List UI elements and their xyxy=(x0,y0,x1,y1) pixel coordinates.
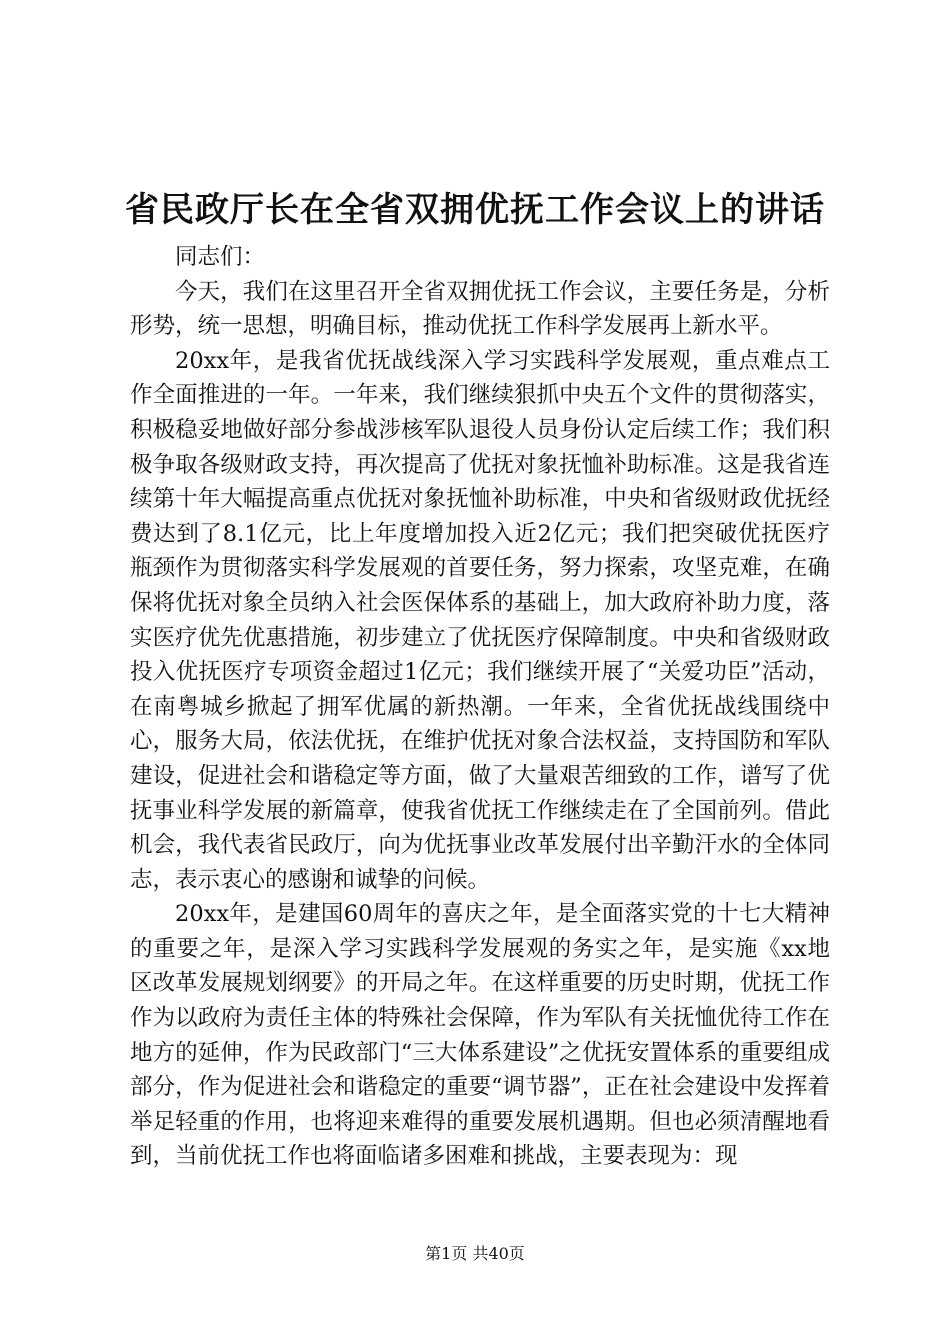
document-body xyxy=(130,240,830,1174)
paragraph-1: 今天，我们在这里召开全省双拥优抚工作会议，主要任务是，分析形势，统一思想，明确目标，推动优抚工作科学发展再上新水平。 xyxy=(130,278,830,340)
page-footer: 第1页 共40页 xyxy=(425,1244,525,1263)
paragraph-3: 20xx年，是建国60周年的喜庆之年，是全面落实党的十七大精神的重要之年，是深入学习实践科学发展观的务实之年，是实施《xx地区改革发展规划纲要》的开局之年。在这样重要的历史时期，优抚工作作为以政府为责任主体的特殊社会保障，作为军队有关抚恤优待工作在地方的延伸，作为民政部门“三大体系建设”之优抚安置体系的重要组成部分，作为促进社会和谐稳定的重要“调节器”，正在社会建设中发挥着举足轻重的作用，也将迎来难得的重要发展机遇期。但也必须清醒地看到，当前优抚工作也将面临诸多困难和挑战，主要表现为：现 xyxy=(130,901,830,1170)
page-title: 省民政厅长在全省双拥优抚工作会议上的讲话 xyxy=(125,190,825,230)
salutation: 同志们： xyxy=(175,244,266,270)
paragraph-2: 20xx年，是我省优抚战线深入学习实践科学发展观，重点难点工作全面推进的一年。一年来，我们继续狠抓中央五个文件的贯彻落实，积极稳妥地做好部分参战涉核军队退役人员身份认定后续工作；我们积极争取各级财政支持，再次提高了优抚对象抚恤补助标准。这是我省连续第十年大幅提高重点优抚对象抚恤补助标准，中央和省级财政优抚经费达到了8.1亿元，比上年度增加投入近2亿元；我们把突破优抚医疗瓶颈作为贯彻落实科学发展观的首要任务，努力探索，攻坚克难，在确保将优抚对象全员纳入社会医保体系的基础上，加大政府补助力度，落实医疗优先优惠措施，初步建立了优抚医疗保障制度。中央和省级财政投入优抚医疗专项资金超过1亿元；我们继续开展了“关爱功臣”活动，在南粤城乡掀起了拥军优属的新热潮。一年来，全省优抚战线围绕中心，服务大局，依法优抚，在维护优抚对象合法权益，支持国防和军队建设，促进社会和谐稳定等方面，做了大量艰苦细致的工作，谱写了优抚事业科学发展的新篇章，使我省优抚工作继续走在了全国前列。借此机会，我代表省民政厅，向为优抚事业改革发展付出辛勤汗水的全体同志，表示衷心的感谢和诚挚的问候。 xyxy=(130,347,830,893)
